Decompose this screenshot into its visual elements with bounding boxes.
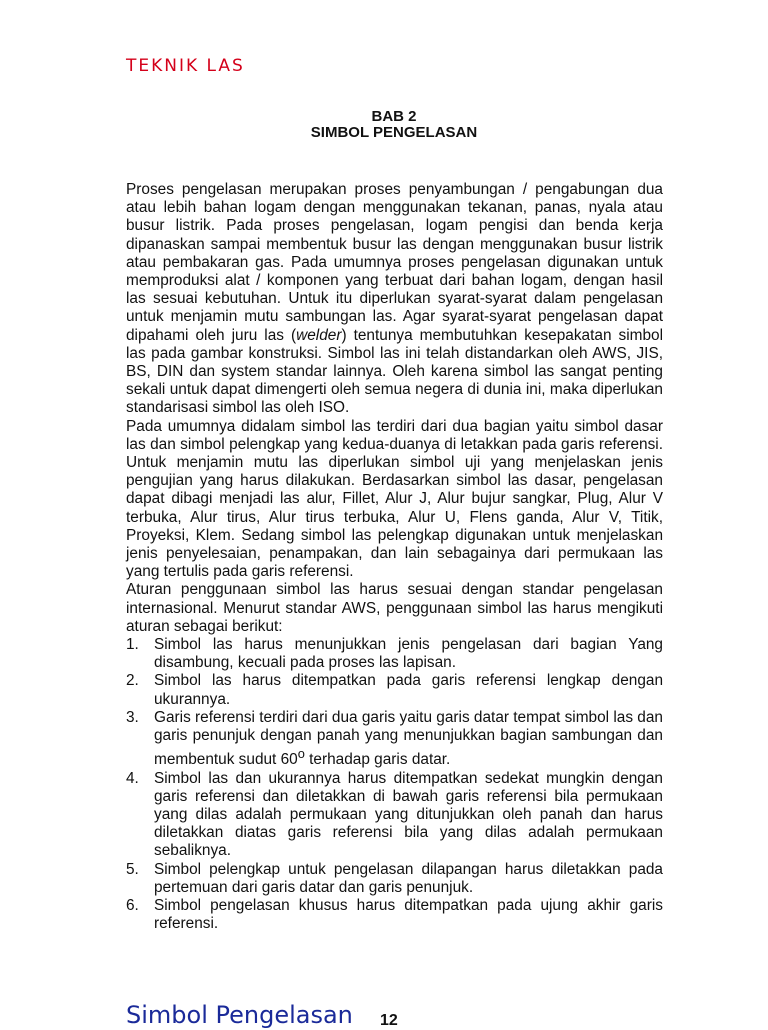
list-item-number: 1. — [126, 636, 139, 654]
list-item-number: 2. — [126, 672, 139, 690]
chapter-title: SIMBOL PENGELASAN — [310, 124, 478, 141]
list-item-text-end: terhadap garis datar. — [304, 751, 451, 769]
list-item-text: Garis referensi terdiri dari dua garis yaitu garis datar tempat simbol las dan garis penunjuk dengan panah yang menunjukkan bagian sambungan dan membentuk sudut 60 — [154, 708, 663, 769]
list-item-text: Simbol las harus menunjukkan jenis pengelasan dari bagian Yang disambung, kecuali pada proses las lapisan. — [154, 636, 663, 672]
list-item-text: Simbol pelengkap untuk pengelasan dilapangan harus diletakkan pada pertemuan dari garis datar dan garis penunjuk. — [154, 860, 663, 896]
list-item-text: Simbol las harus ditempatkan pada garis referensi lengkap dengan ukurannya. — [154, 672, 663, 708]
paragraph-intro-italic: welder — [296, 326, 342, 344]
list-item-number: 4. — [126, 769, 139, 787]
chapter-number: BAB 2 — [371, 108, 417, 125]
paragraph-intro — [126, 181, 663, 418]
list-item — [126, 897, 663, 933]
list-item-text: Simbol pengelasan khusus harus ditempatkan pada ujung akhir garis referensi. — [154, 897, 663, 933]
paragraph-rules-intro: Aturan penggunaan simbol las harus sesuai dengan standar pengelasan internasional. Menurut standar AWS, penggunaan simbol las harus mengikuti aturan sebagai berikut: — [126, 581, 663, 635]
body-text — [126, 181, 663, 933]
header-title: TEKNIK LAS — [126, 56, 245, 76]
degree-superscript: o — [297, 746, 305, 762]
paragraph-intro-part2: ) tentunya membutuhkan kesepakatan simbol las pada gambar konstruksi. Simbol las ini telah distandarkan oleh AWS, JIS, BS, DIN dan system standar lainnya. Oleh karena simbol las sangat penting sekali untuk dapat dimengerti oleh semua negera di dunia ini, maka diperlukan standarisasi simbol las oleh ISO. — [126, 326, 663, 417]
list-item-number: 6. — [126, 897, 139, 915]
paragraph-symbols: Pada umumnya didalam simbol las terdiri dari dua bagian yaitu simbol dasar las dan simbol pelengkap yang kedua-duanya di letakkan pada garis referensi. Untuk menjamin mutu las diperlukan simbol uji yang menjelaskan jenis pengujian yang harus dilakukan. Berdasarkan simbol las dasar, pengelasan dapat dibagi menjadi las alur, Fillet, Alur J, Alur bujur sangkar, Plug, Alur V terbuka, Alur tirus, Alur tirus terbuka, Alur U, Flens ganda, Alur V, Titik, Proyeksi, Klem. Sedang simbol las pelengkap digunakan untuk menjelaskan jenis penyelesaian, penampakan, dan lain sebagainya dari permukaan las yang tertulis pada garis referensi. — [126, 417, 663, 581]
list-item — [126, 861, 663, 897]
page-number: 12 — [380, 1012, 398, 1029]
list-item-number: 3. — [126, 708, 139, 726]
list-item — [126, 709, 663, 770]
footer-title: Simbol Pengelasan — [126, 1001, 353, 1029]
rules-list — [126, 636, 663, 933]
paragraph-intro-part1: Proses pengelasan merupakan proses penyambungan / pengabungan dua atau lebih bahan logam dengan menggunakan tekanan, panas, nyala atau busur listrik. Pada proses pengelasan, logam pengisi dan benda kerja dipanaskan sampai membentuk busur las dengan menggunakan busur listrik atau pembakaran gas. Pada umumnya proses pengelasan digunakan untuk memproduksi alat / komponen yang terbuat dari bahan logam, dengan hasil las sesuai kebutuhan. Untuk itu diperlukan syarat-syarat dalam pengelasan untuk menjamin mutu sambungan las. Agar syarat-syarat pengelasan dapat dipahami oleh juru las ( — [126, 181, 663, 344]
list-item-number: 5. — [126, 860, 139, 878]
list-item — [126, 636, 663, 672]
list-item — [126, 770, 663, 861]
list-item-text: Simbol las dan ukurannya harus ditempatkan sedekat mungkin dengan garis referensi dan diletakkan di bawah garis referensi bila permukaan yang dilas adalah permukaan yang ditunjukkan oleh panah dan harus diletakkan diatas garis referensi bila yang dilas adalah permukaan sebaliknya. — [154, 769, 663, 860]
list-item — [126, 672, 663, 708]
